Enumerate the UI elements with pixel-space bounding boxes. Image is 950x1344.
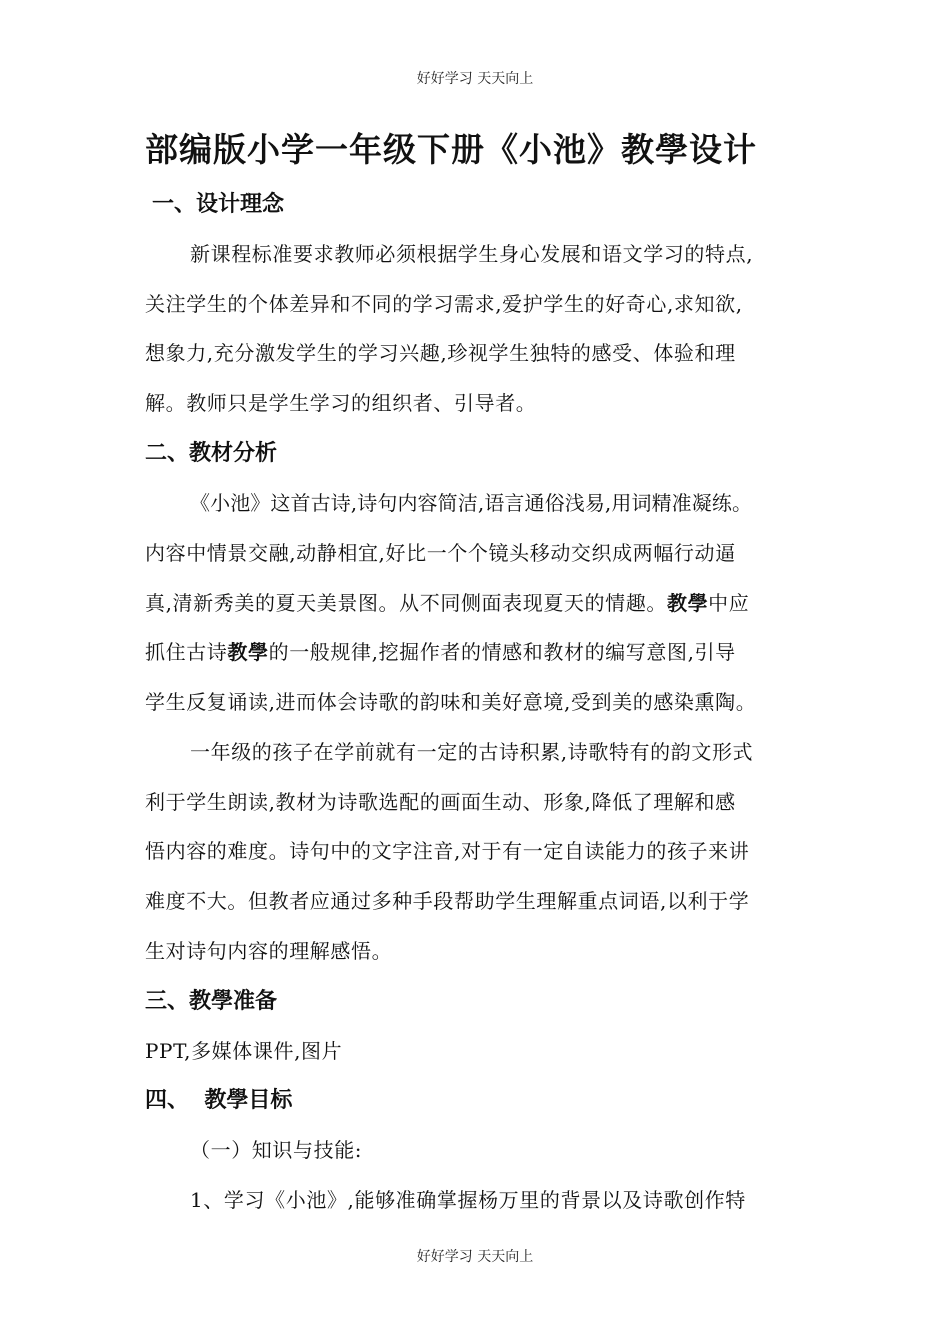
line-text: 中应 xyxy=(708,591,750,615)
preparation-text: PPT,多媒体课件,图片 xyxy=(145,1039,343,1063)
paragraph-line: 一年级的孩子在学前就有一定的古诗积累,诗歌特有的韵文形式 xyxy=(190,740,754,764)
paragraph-line: 学生反复诵读,进而体会诗歌的韵味和美好意境,受到美的感染熏陶。 xyxy=(145,690,757,714)
document-title: 部编版小学一年级下册《小池》教學设计 xyxy=(145,130,757,169)
paragraph-line xyxy=(145,636,736,665)
section-heading-preparation: 三、教學准备 xyxy=(145,989,278,1014)
paragraph-line: 关注学生的个体差异和不同的学习需求,爱护学生的好奇心,求知欲, xyxy=(145,292,743,316)
paragraph-line: 1、学习《小池》,能够准确掌握杨万里的背景以及诗歌创作特 xyxy=(190,1188,746,1212)
section-heading-objectives: 四、 教學目标 xyxy=(145,1088,293,1113)
section-heading-design-concept: 一、设计理念 xyxy=(152,192,285,217)
subsection-heading: （一）知识与技能: xyxy=(190,1138,363,1162)
line-text: 真,清新秀美的夏天美景图。从不同侧面表现夏天的情趣。 xyxy=(145,591,667,615)
page-header: 好好学习 天天向上 xyxy=(416,71,534,87)
line-text: 抓住古诗 xyxy=(145,640,228,664)
paragraph-line: 《小池》这首古诗,诗句内容简洁,语言通俗浅易,用词精准凝练。 xyxy=(190,491,753,515)
paragraph-line xyxy=(145,587,749,616)
keyword-teaching: 教學 xyxy=(227,640,269,664)
paragraph-line: 想象力,充分激发学生的学习兴趣,珍视学生独特的感受、体验和理 xyxy=(145,341,736,365)
page-footer: 好好学习 天天向上 xyxy=(416,1249,534,1265)
section-heading-material-analysis: 二、教材分析 xyxy=(145,441,278,466)
paragraph-line: 内容中情景交融,动静相宜,好比一个个镜头移动交织成两幅行动逼 xyxy=(145,541,736,565)
paragraph-line: 利于学生朗读,教材为诗歌选配的画面生动、形象,降低了理解和感 xyxy=(145,790,736,814)
paragraph-line: 新课程标准要求教师必须根据学生身心发展和语文学习的特点, xyxy=(190,242,754,266)
paragraph-line: 解。教师只是学生学习的组织者、引导者。 xyxy=(145,391,537,415)
paragraph-line: 生对诗句内容的理解感悟。 xyxy=(145,939,393,963)
line-text: 的一般规律,挖掘作者的情感和教材的编写意图,引导 xyxy=(268,640,736,664)
keyword-teaching: 教學 xyxy=(666,591,709,615)
paragraph-line: 难度不大。但教者应通过多种手段帮助学生理解重点词语,以利于学 xyxy=(145,889,750,913)
paragraph-line: 悟内容的难度。诗句中的文字注音,对于有一定自读能力的孩子来讲 xyxy=(145,839,750,863)
